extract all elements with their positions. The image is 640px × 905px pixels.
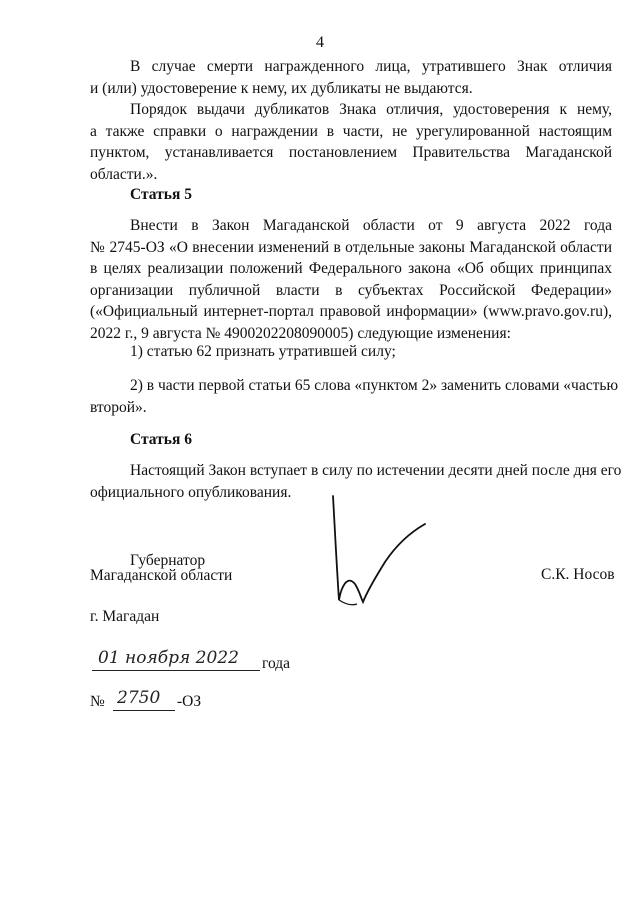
signatory-title: Губернатор: [130, 552, 206, 569]
text-line: Порядок выдачи дубликатов Знака отличия, удостоверения к нему,: [130, 101, 612, 118]
text-line: Настоящий Закон вступает в силу по истечении десяти дней после дня его: [130, 462, 622, 479]
text-line: области.».: [90, 165, 158, 183]
text-line: в целях реализации положений Федерального закона «Об общих принципах: [90, 260, 612, 277]
handwritten-date: 01 ноября 2022: [98, 648, 239, 668]
paragraph-duplicates-not-issued: [90, 56, 612, 99]
text-line: 1) статью 62 признать утратившей силу;: [130, 343, 396, 360]
article-5-item-2: [90, 375, 619, 418]
text-line: 2) в части первой статьи 65 слова «пунктом 2» заменить словами «частью: [130, 377, 619, 394]
text-line: и (или) удостоверение к нему, их дубликаты не выдаются.: [90, 79, 473, 97]
page-number: 4: [316, 34, 324, 51]
text-line: пунктом, устанавливается постановлением Правительства Магаданской: [90, 144, 612, 161]
handwritten-law-number: 2750: [117, 688, 161, 708]
text-line: официального опубликования.: [90, 483, 292, 501]
signatory-region: Магаданской области: [90, 567, 233, 584]
date-underline: [92, 670, 260, 671]
text-line: № 2745-ОЗ «О внесении изменений в отдельные законы Магаданской области: [90, 238, 612, 256]
law-number-prefix: №: [90, 693, 105, 710]
text-line: а также справки о награждении в части, не урегулированной настоящим: [90, 122, 612, 140]
handwritten-signature: [325, 492, 435, 612]
text-line: Внести в Закон Магаданской области от 9 августа 2022 года: [130, 217, 612, 234]
paragraph-duplicates-procedure: [90, 99, 612, 185]
article-5-heading: Статья 5: [130, 186, 192, 203]
text-line: второй».: [90, 398, 147, 416]
text-line: В случае смерти награжденного лица, утратившего Знак отличия: [130, 58, 612, 75]
place-of-signing: г. Магадан: [90, 608, 160, 625]
law-number-underline: [113, 710, 175, 711]
article-5-item-1: [90, 341, 612, 363]
date-suffix: года: [262, 655, 291, 672]
signatory-name: С.К. Носов: [541, 566, 615, 583]
law-number-suffix: -ОЗ: [177, 693, 202, 710]
article-5-intro: [90, 215, 612, 344]
text-line: организации публичной власти в субъектах Российской Федерации»: [90, 281, 612, 299]
text-line: 2022 г., 9 августа № 4900202208090005) следующие изменения:: [90, 324, 511, 342]
article-6-heading: Статья 6: [130, 431, 192, 448]
text-line: («Официальный интернет-портал правовой информации» (www.pravo.gov.ru),: [90, 303, 612, 320]
